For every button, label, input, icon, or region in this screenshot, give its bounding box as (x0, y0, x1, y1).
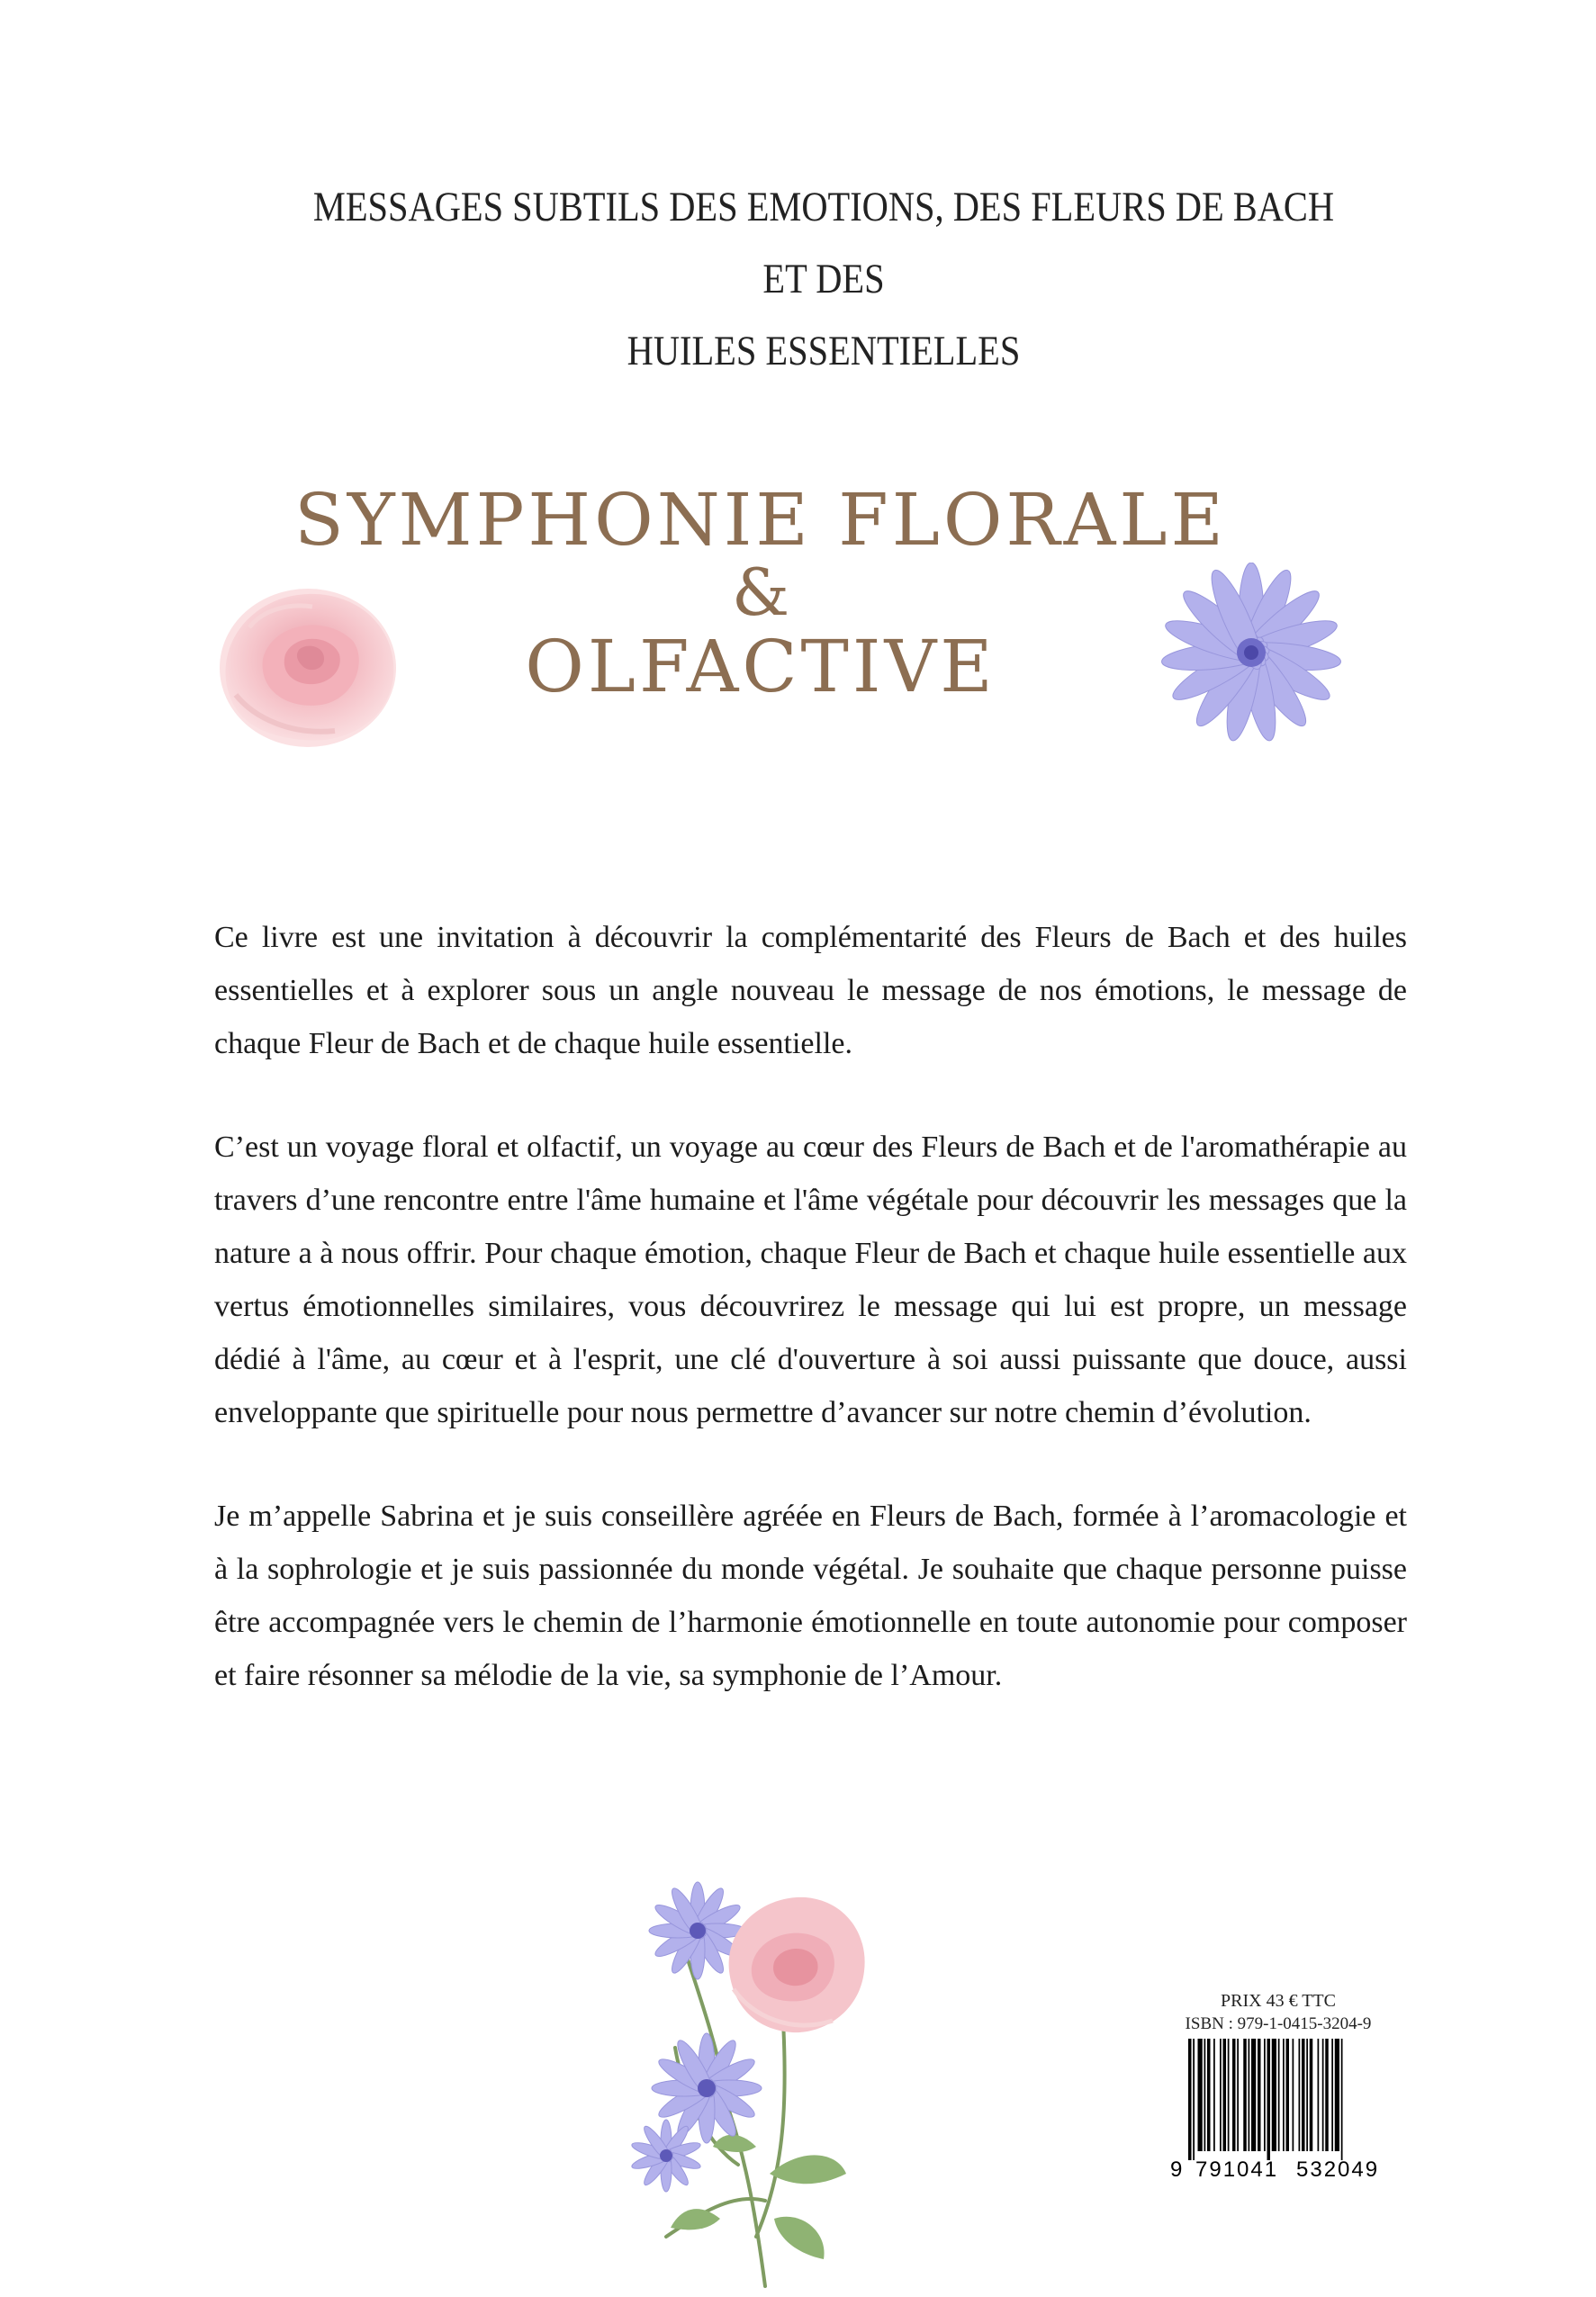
barcode-bar (1293, 2039, 1294, 2151)
barcode-bar (1283, 2039, 1285, 2151)
barcode-bar (1204, 2039, 1206, 2151)
barcode-bar (1237, 2039, 1239, 2151)
barcode-bar (1299, 2039, 1301, 2151)
title-line-2: OLFACTIVE (525, 625, 996, 708)
book-title (252, 478, 1269, 708)
barcode-bar (1193, 2039, 1195, 2160)
barcode-digits (1170, 2157, 1395, 2184)
barcode (1170, 2039, 1395, 2187)
barcode-icon (1170, 2039, 1395, 2160)
barcode-bar (1335, 2039, 1339, 2151)
barcode-bar (1341, 2039, 1343, 2160)
paragraph-1: Ce livre est une invitation à découvrir la complémentarité des Fleurs de Bach et des huiles essentielles et à explorer sous un angle nouveau le message de nos émotions, le message de chaque Fleur de Bach et de chaque huile essentielle. (214, 921, 1407, 1060)
barcode-bar (1318, 2039, 1320, 2151)
barcode-bar (1278, 2039, 1280, 2151)
barcode-bar (1188, 2039, 1192, 2160)
subtitle-line-2: HUILES ESSENTIELLES (627, 328, 1021, 374)
bouquet-icon (630, 1877, 900, 2291)
barcode-bar (1232, 2039, 1236, 2151)
price-label: PRIX 43 € TTC (1221, 1991, 1336, 2011)
barcode-bar (1243, 2039, 1247, 2151)
title-ampersand: & (731, 554, 790, 630)
barcode-bar (1306, 2039, 1308, 2151)
barcode-bar (1251, 2039, 1256, 2151)
barcode-bar (1302, 2039, 1305, 2151)
barcode-bar (1198, 2039, 1203, 2151)
barcode-bar (1272, 2039, 1276, 2151)
title-line-1: SYMPHONIE FLORALE (294, 478, 1227, 562)
barcode-digits-right: 532049 (1296, 2157, 1380, 2182)
barcode-bar (1331, 2039, 1333, 2151)
subtitle-line-1: MESSAGES SUBTILS DES EMOTIONS, DES FLEURS DE BACH ET DES (312, 184, 1335, 302)
barcode-digits-left: 791041 (1195, 2157, 1279, 2182)
barcode-bar (1249, 2039, 1250, 2151)
price-isbn-block (1157, 1989, 1400, 2036)
paragraph-2: C’est un voyage floral et olfactif, un voyage au cœur des Fleurs de Bach et de l'aromathérapie au travers d’une rencontre entre l'âme humaine et l'âme végétale pour découvrir les messages que la nature a à nous offrir. Pour chaque émotion, chaque Fleur de Bach et chaque huile essentielle aux vertus émotionnelles similaires, vous découvrirez le message qui lui est propre, un message dédié à l'âme, au cœur et à l'esprit, une clé d'ouverture à soi aussi puissante que douce, aussi enveloppante que spirituelle pour nous permettre d’avancer sur notre chemin d’évolution. (214, 1130, 1407, 1429)
barcode-bar (1207, 2039, 1211, 2151)
isbn-label: ISBN : 979-1-0415-3204-9 (1185, 2014, 1372, 2033)
barcode-bar (1223, 2039, 1227, 2151)
barcode-bar (1286, 2039, 1290, 2151)
barcode-bar (1228, 2039, 1230, 2151)
barcode-bar (1325, 2039, 1329, 2151)
barcode-bar (1267, 2039, 1271, 2160)
paragraph-3: Je m’appelle Sabrina et je suis conseillère agréée en Fleurs de Bach, formée à l’aromacologie et à la sophrologie et je suis passionnée du monde végétal. Je souhaite que chaque personne puisse être accompagnée vers le chemin de l’harmonie émotionnelle en toute autonomie pour composer et faire résonner sa mélodie de la vie, sa symphonie de l’Amour. (214, 1500, 1407, 1692)
barcode-bar (1322, 2039, 1324, 2151)
cover-subtitle (309, 171, 1339, 387)
barcode-bar (1220, 2039, 1222, 2151)
barcode-bar (1213, 2039, 1215, 2151)
barcode-bar (1264, 2039, 1266, 2151)
barcode-bar (1258, 2039, 1261, 2151)
barcode-digit-lead: 9 (1170, 2157, 1183, 2182)
barcode-bar (1310, 2039, 1313, 2151)
book-description (214, 911, 1407, 1752)
